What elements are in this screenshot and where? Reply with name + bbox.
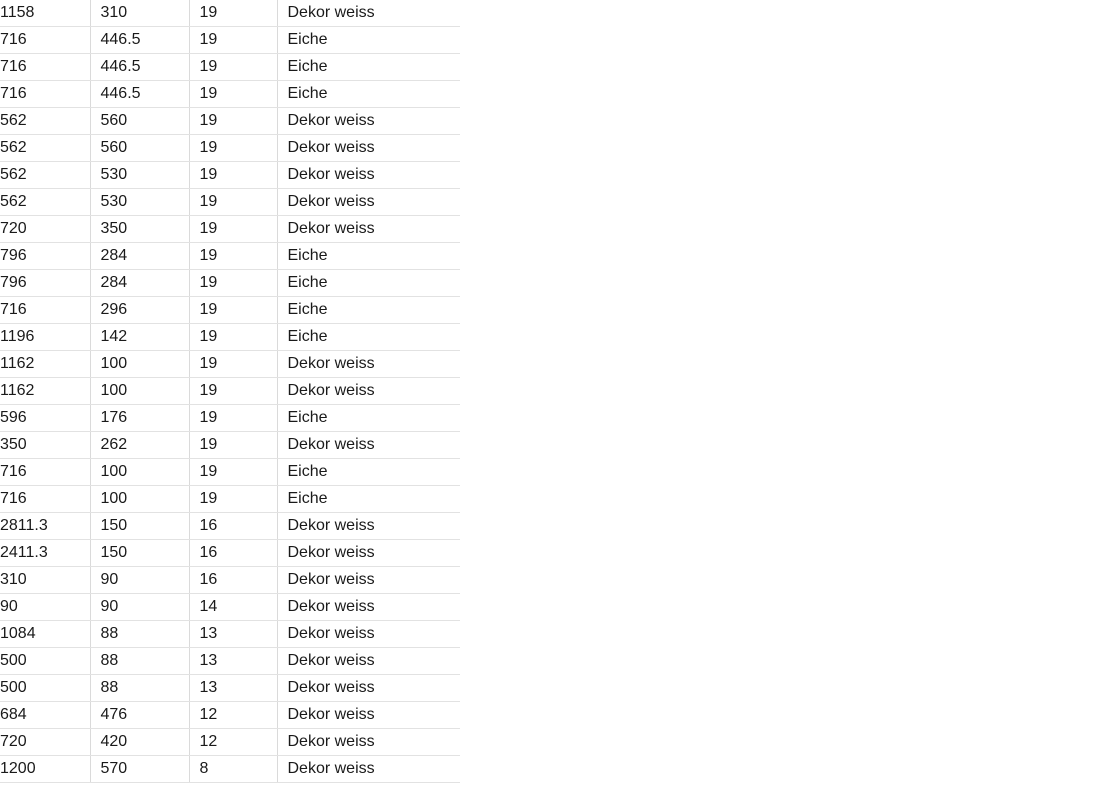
material-cell[interactable]: Dekor weiss	[277, 189, 460, 216]
table-row	[0, 756, 460, 783]
cells-table	[0, 0, 460, 783]
material-cell[interactable]: Eiche	[277, 459, 460, 486]
width-cell[interactable]: 150	[90, 540, 189, 567]
thickness-cell[interactable]: 19	[189, 459, 277, 486]
length-cell[interactable]: 716	[0, 459, 90, 486]
thickness-cell[interactable]: 8	[189, 756, 277, 783]
width-cell[interactable]: 560	[90, 108, 189, 135]
material-cell[interactable]: Eiche	[277, 27, 460, 54]
thickness-cell[interactable]: 16	[189, 513, 277, 540]
length-cell[interactable]: 716	[0, 297, 90, 324]
length-cell[interactable]: 796	[0, 243, 90, 270]
material-cell[interactable]: Dekor weiss	[277, 567, 460, 594]
length-cell[interactable]: 716	[0, 54, 90, 81]
material-cell[interactable]: Dekor weiss	[277, 378, 460, 405]
material-cell[interactable]: Dekor weiss	[277, 729, 460, 756]
length-cell[interactable]: 684	[0, 702, 90, 729]
length-cell[interactable]: 562	[0, 135, 90, 162]
cells-body	[0, 0, 460, 783]
width-cell[interactable]: 446.5	[90, 54, 189, 81]
width-cell[interactable]: 100	[90, 486, 189, 513]
table-row	[0, 729, 460, 756]
length-cell[interactable]: 720	[0, 216, 90, 243]
length-cell[interactable]: 310	[0, 567, 90, 594]
thickness-cell[interactable]: 19	[189, 0, 277, 27]
length-cell[interactable]: 562	[0, 108, 90, 135]
thickness-cell[interactable]: 12	[189, 702, 277, 729]
width-cell[interactable]: 90	[90, 594, 189, 621]
thickness-cell[interactable]: 13	[189, 648, 277, 675]
width-cell[interactable]: 310	[90, 0, 189, 27]
length-cell[interactable]: 720	[0, 729, 90, 756]
table-row	[0, 135, 460, 162]
material-cell[interactable]: Dekor weiss	[277, 648, 460, 675]
length-cell[interactable]: 796	[0, 270, 90, 297]
material-cell[interactable]: Dekor weiss	[277, 351, 460, 378]
thickness-cell[interactable]: 19	[189, 243, 277, 270]
length-cell[interactable]: 716	[0, 486, 90, 513]
width-cell[interactable]: 88	[90, 621, 189, 648]
length-cell[interactable]: 2811.3	[0, 513, 90, 540]
width-cell[interactable]: 176	[90, 405, 189, 432]
thickness-cell[interactable]: 19	[189, 54, 277, 81]
material-cell[interactable]: Dekor weiss	[277, 108, 460, 135]
material-cell[interactable]: Dekor weiss	[277, 594, 460, 621]
table-row	[0, 432, 460, 459]
table-row	[0, 675, 460, 702]
thickness-cell[interactable]: 14	[189, 594, 277, 621]
table-row	[0, 216, 460, 243]
table-row	[0, 351, 460, 378]
material-cell[interactable]: Eiche	[277, 270, 460, 297]
material-cell[interactable]: Dekor weiss	[277, 216, 460, 243]
material-cell[interactable]: Eiche	[277, 81, 460, 108]
thickness-cell[interactable]: 19	[189, 486, 277, 513]
width-cell[interactable]: 90	[90, 567, 189, 594]
table-row	[0, 540, 460, 567]
length-cell[interactable]: 1158	[0, 0, 90, 27]
thickness-cell[interactable]: 19	[189, 297, 277, 324]
material-cell[interactable]: Dekor weiss	[277, 0, 460, 27]
width-cell[interactable]: 530	[90, 189, 189, 216]
width-cell[interactable]: 100	[90, 378, 189, 405]
table-row	[0, 297, 460, 324]
table-row	[0, 162, 460, 189]
length-cell[interactable]: 500	[0, 675, 90, 702]
width-cell[interactable]: 420	[90, 729, 189, 756]
table-row	[0, 243, 460, 270]
material-cell[interactable]: Dekor weiss	[277, 540, 460, 567]
length-cell[interactable]: 596	[0, 405, 90, 432]
material-cell[interactable]: Eiche	[277, 243, 460, 270]
spreadsheet-grid	[0, 0, 460, 787]
thickness-cell[interactable]: 13	[189, 675, 277, 702]
length-cell[interactable]: 716	[0, 27, 90, 54]
thickness-cell[interactable]: 19	[189, 162, 277, 189]
width-cell[interactable]: 350	[90, 216, 189, 243]
material-cell[interactable]: Eiche	[277, 324, 460, 351]
thickness-cell[interactable]: 19	[189, 108, 277, 135]
thickness-cell[interactable]: 19	[189, 405, 277, 432]
width-cell[interactable]: 262	[90, 432, 189, 459]
width-cell[interactable]: 560	[90, 135, 189, 162]
material-cell[interactable]: Dekor weiss	[277, 432, 460, 459]
width-cell[interactable]: 296	[90, 297, 189, 324]
width-cell[interactable]: 476	[90, 702, 189, 729]
thickness-cell[interactable]: 19	[189, 378, 277, 405]
material-cell[interactable]: Eiche	[277, 405, 460, 432]
table-row	[0, 702, 460, 729]
table-row	[0, 270, 460, 297]
width-cell[interactable]: 88	[90, 675, 189, 702]
width-cell[interactable]: 100	[90, 459, 189, 486]
thickness-cell[interactable]: 19	[189, 81, 277, 108]
table-row	[0, 0, 460, 27]
material-cell[interactable]: Dekor weiss	[277, 162, 460, 189]
width-cell[interactable]: 100	[90, 351, 189, 378]
length-cell[interactable]: 1162	[0, 378, 90, 405]
thickness-cell[interactable]: 12	[189, 729, 277, 756]
length-cell[interactable]: 350	[0, 432, 90, 459]
material-cell[interactable]: Dekor weiss	[277, 675, 460, 702]
width-cell[interactable]: 142	[90, 324, 189, 351]
width-cell[interactable]: 284	[90, 270, 189, 297]
length-cell[interactable]: 562	[0, 189, 90, 216]
material-cell[interactable]: Dekor weiss	[277, 135, 460, 162]
thickness-cell[interactable]: 13	[189, 621, 277, 648]
thickness-cell[interactable]: 19	[189, 270, 277, 297]
length-cell[interactable]: 1196	[0, 324, 90, 351]
material-cell[interactable]: Dekor weiss	[277, 756, 460, 783]
width-cell[interactable]: 530	[90, 162, 189, 189]
length-cell[interactable]: 2411.3	[0, 540, 90, 567]
table-row	[0, 378, 460, 405]
material-cell[interactable]: Eiche	[277, 54, 460, 81]
width-cell[interactable]: 570	[90, 756, 189, 783]
table-row	[0, 189, 460, 216]
material-cell[interactable]: Eiche	[277, 297, 460, 324]
width-cell[interactable]: 446.5	[90, 81, 189, 108]
table-row	[0, 621, 460, 648]
length-cell[interactable]: 1084	[0, 621, 90, 648]
table-row	[0, 54, 460, 81]
thickness-cell[interactable]: 16	[189, 540, 277, 567]
width-cell[interactable]: 284	[90, 243, 189, 270]
table-row	[0, 486, 460, 513]
thickness-cell[interactable]: 19	[189, 324, 277, 351]
width-cell[interactable]: 446.5	[90, 27, 189, 54]
table-row	[0, 594, 460, 621]
table-row	[0, 648, 460, 675]
table-row	[0, 567, 460, 594]
table-row	[0, 27, 460, 54]
table-row	[0, 81, 460, 108]
length-cell[interactable]: 562	[0, 162, 90, 189]
table-row	[0, 324, 460, 351]
length-cell[interactable]: 1200	[0, 756, 90, 783]
material-cell[interactable]: Dekor weiss	[277, 513, 460, 540]
table-row	[0, 513, 460, 540]
thickness-cell[interactable]: 19	[189, 27, 277, 54]
length-cell[interactable]: 1162	[0, 351, 90, 378]
table-row	[0, 459, 460, 486]
table-row	[0, 108, 460, 135]
length-cell[interactable]: 90	[0, 594, 90, 621]
material-cell[interactable]: Eiche	[277, 486, 460, 513]
thickness-cell[interactable]: 16	[189, 567, 277, 594]
material-cell[interactable]: Dekor weiss	[277, 621, 460, 648]
thickness-cell[interactable]: 19	[189, 432, 277, 459]
material-cell[interactable]: Dekor weiss	[277, 702, 460, 729]
table-row	[0, 405, 460, 432]
thickness-cell[interactable]: 19	[189, 135, 277, 162]
thickness-cell[interactable]: 19	[189, 189, 277, 216]
length-cell[interactable]: 500	[0, 648, 90, 675]
thickness-cell[interactable]: 19	[189, 351, 277, 378]
width-cell[interactable]: 88	[90, 648, 189, 675]
length-cell[interactable]: 716	[0, 81, 90, 108]
thickness-cell[interactable]: 19	[189, 216, 277, 243]
width-cell[interactable]: 150	[90, 513, 189, 540]
